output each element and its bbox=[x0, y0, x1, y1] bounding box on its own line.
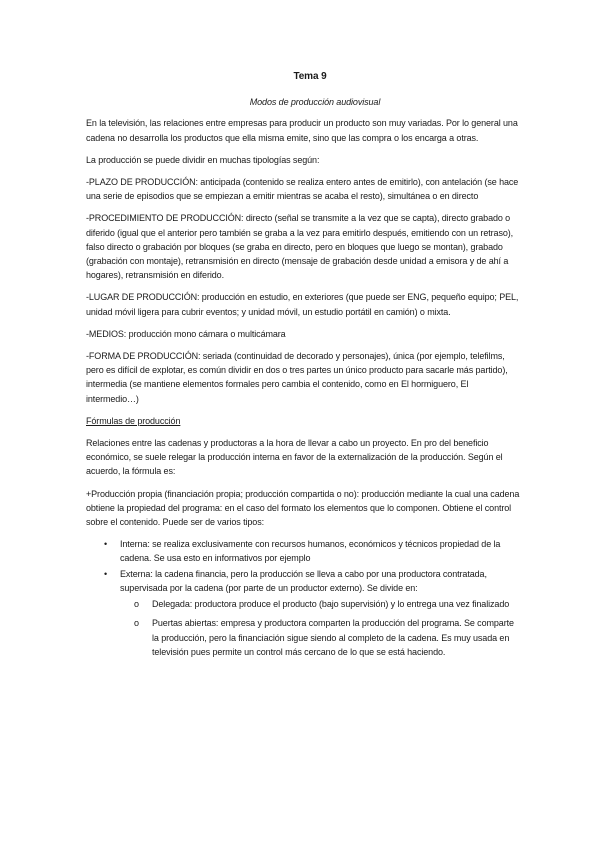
sub-list bbox=[120, 597, 520, 659]
document-subtitle: Modos de producción audiovisual bbox=[249, 97, 381, 108]
paragraph-procedimiento: -PROCEDIMIENTO DE PRODUCCIÓN: directo (señal se transmite a la vez que se capta), directo grabado o diferido (igual que el anterior pero también se graba a la vez para emitirlo después, emitiendo con un retraso), falso directo o grabación por bloques (se graba en directo, pero en bloques que luego se montan), grabado (grabación con montaje), retransmisión en directo (mensaje de grabación desde unidad a emisora y de ahí a hogares), retransmisión en diferido. bbox=[86, 213, 514, 281]
paragraph-typologies: La producción se puede dividir en muchas tipologías según: bbox=[86, 154, 320, 165]
document-title: Tema 9 bbox=[293, 71, 327, 82]
paragraph-produccion-propia: +Producción propia (financiación propia; producción compartida o no): producción mediante la cual una cadena obtiene la propiedad del programa: en el caso del formato los elementos que lo componen. Obtiene el control sobre el contenido. Puede ser de varios tipos: bbox=[86, 488, 520, 528]
list-item-text: Interna: se realiza exclusivamente con recursos humanos, económicos y técnicos propiedad de la cadena. Se usa esto en informativos por ejemplo bbox=[120, 539, 501, 564]
section-heading: Fórmulas de producción bbox=[86, 415, 181, 426]
circle-bullet-icon: o bbox=[134, 599, 139, 610]
paragraph-medios: -MEDIOS: producción mono cámara o multicámara bbox=[86, 328, 286, 339]
bullet-icon: • bbox=[104, 568, 108, 579]
paragraph-plazo: -PLAZO DE PRODUCCIÓN: anticipada (contenido se realiza entero antes de emitirlo), con antelación (se hace una serie de episodios que se empiezan a emitir mientras se acaba el resto), simultánea o en directo bbox=[86, 177, 519, 202]
paragraph-forma: -FORMA DE PRODUCCIÓN: seriada (continuidad de decorado y personajes), única (por ejemplo, telefilms, pero es difícil de explotar, es común dividir en dos o tres partes un único producto para sacarle más partido), intermedia (se mantiene elementos formales pero cambia el contenido, como en El hormiguero, El intermedio…) bbox=[86, 351, 508, 404]
sub-list-item bbox=[120, 597, 520, 611]
paragraph-intro: En la televisión, las relaciones entre empresas para producir un producto son muy variadas. Por lo general una cadena no desarrolla los productos que ella misma emite, sino que las compra o los encarga a otras. bbox=[86, 118, 518, 143]
sub-list-item bbox=[120, 616, 520, 659]
list-item-text: Externa: la cadena financia, pero la producción se lleva a cabo por una productora contratada, supervisada por la cadena (por parte de un productor externo). Se divide en: bbox=[120, 568, 487, 593]
sub-list-item-text: Puertas abiertas: empresa y productora comparten la producción del programa. Se comparte la producción, pero la financiación sigue siendo al completo de la cadena. Es muy usada en televisión pues permite un control más cercano de lo que se está haciendo. bbox=[152, 618, 514, 657]
document-body bbox=[86, 70, 520, 664]
circle-bullet-icon: o bbox=[134, 618, 139, 629]
list-item bbox=[86, 537, 520, 565]
bullet-icon: • bbox=[104, 539, 108, 550]
paragraph-relaciones: Relaciones entre las cadenas y productoras a la hora de llevar a cabo un proyecto. En pro del beneficio económico, se suele relegar la producción interna en favor de la externalización de la producción. Según el acuerdo, la fórmula es: bbox=[86, 438, 503, 477]
sub-list-item-text: Delegada: productora produce el producto (bajo supervisión) y lo entrega una vez finalizado bbox=[152, 599, 510, 610]
list-item bbox=[86, 567, 520, 659]
bullet-list bbox=[86, 537, 520, 659]
paragraph-lugar: -LUGAR DE PRODUCCIÓN: producción en estudio, en exteriores (que puede ser ENG, pequeño equipo; PEL, unidad móvil ligera para cubrir eventos; y unidad móvil, un estudio portátil en camión) o mixta. bbox=[86, 292, 519, 317]
